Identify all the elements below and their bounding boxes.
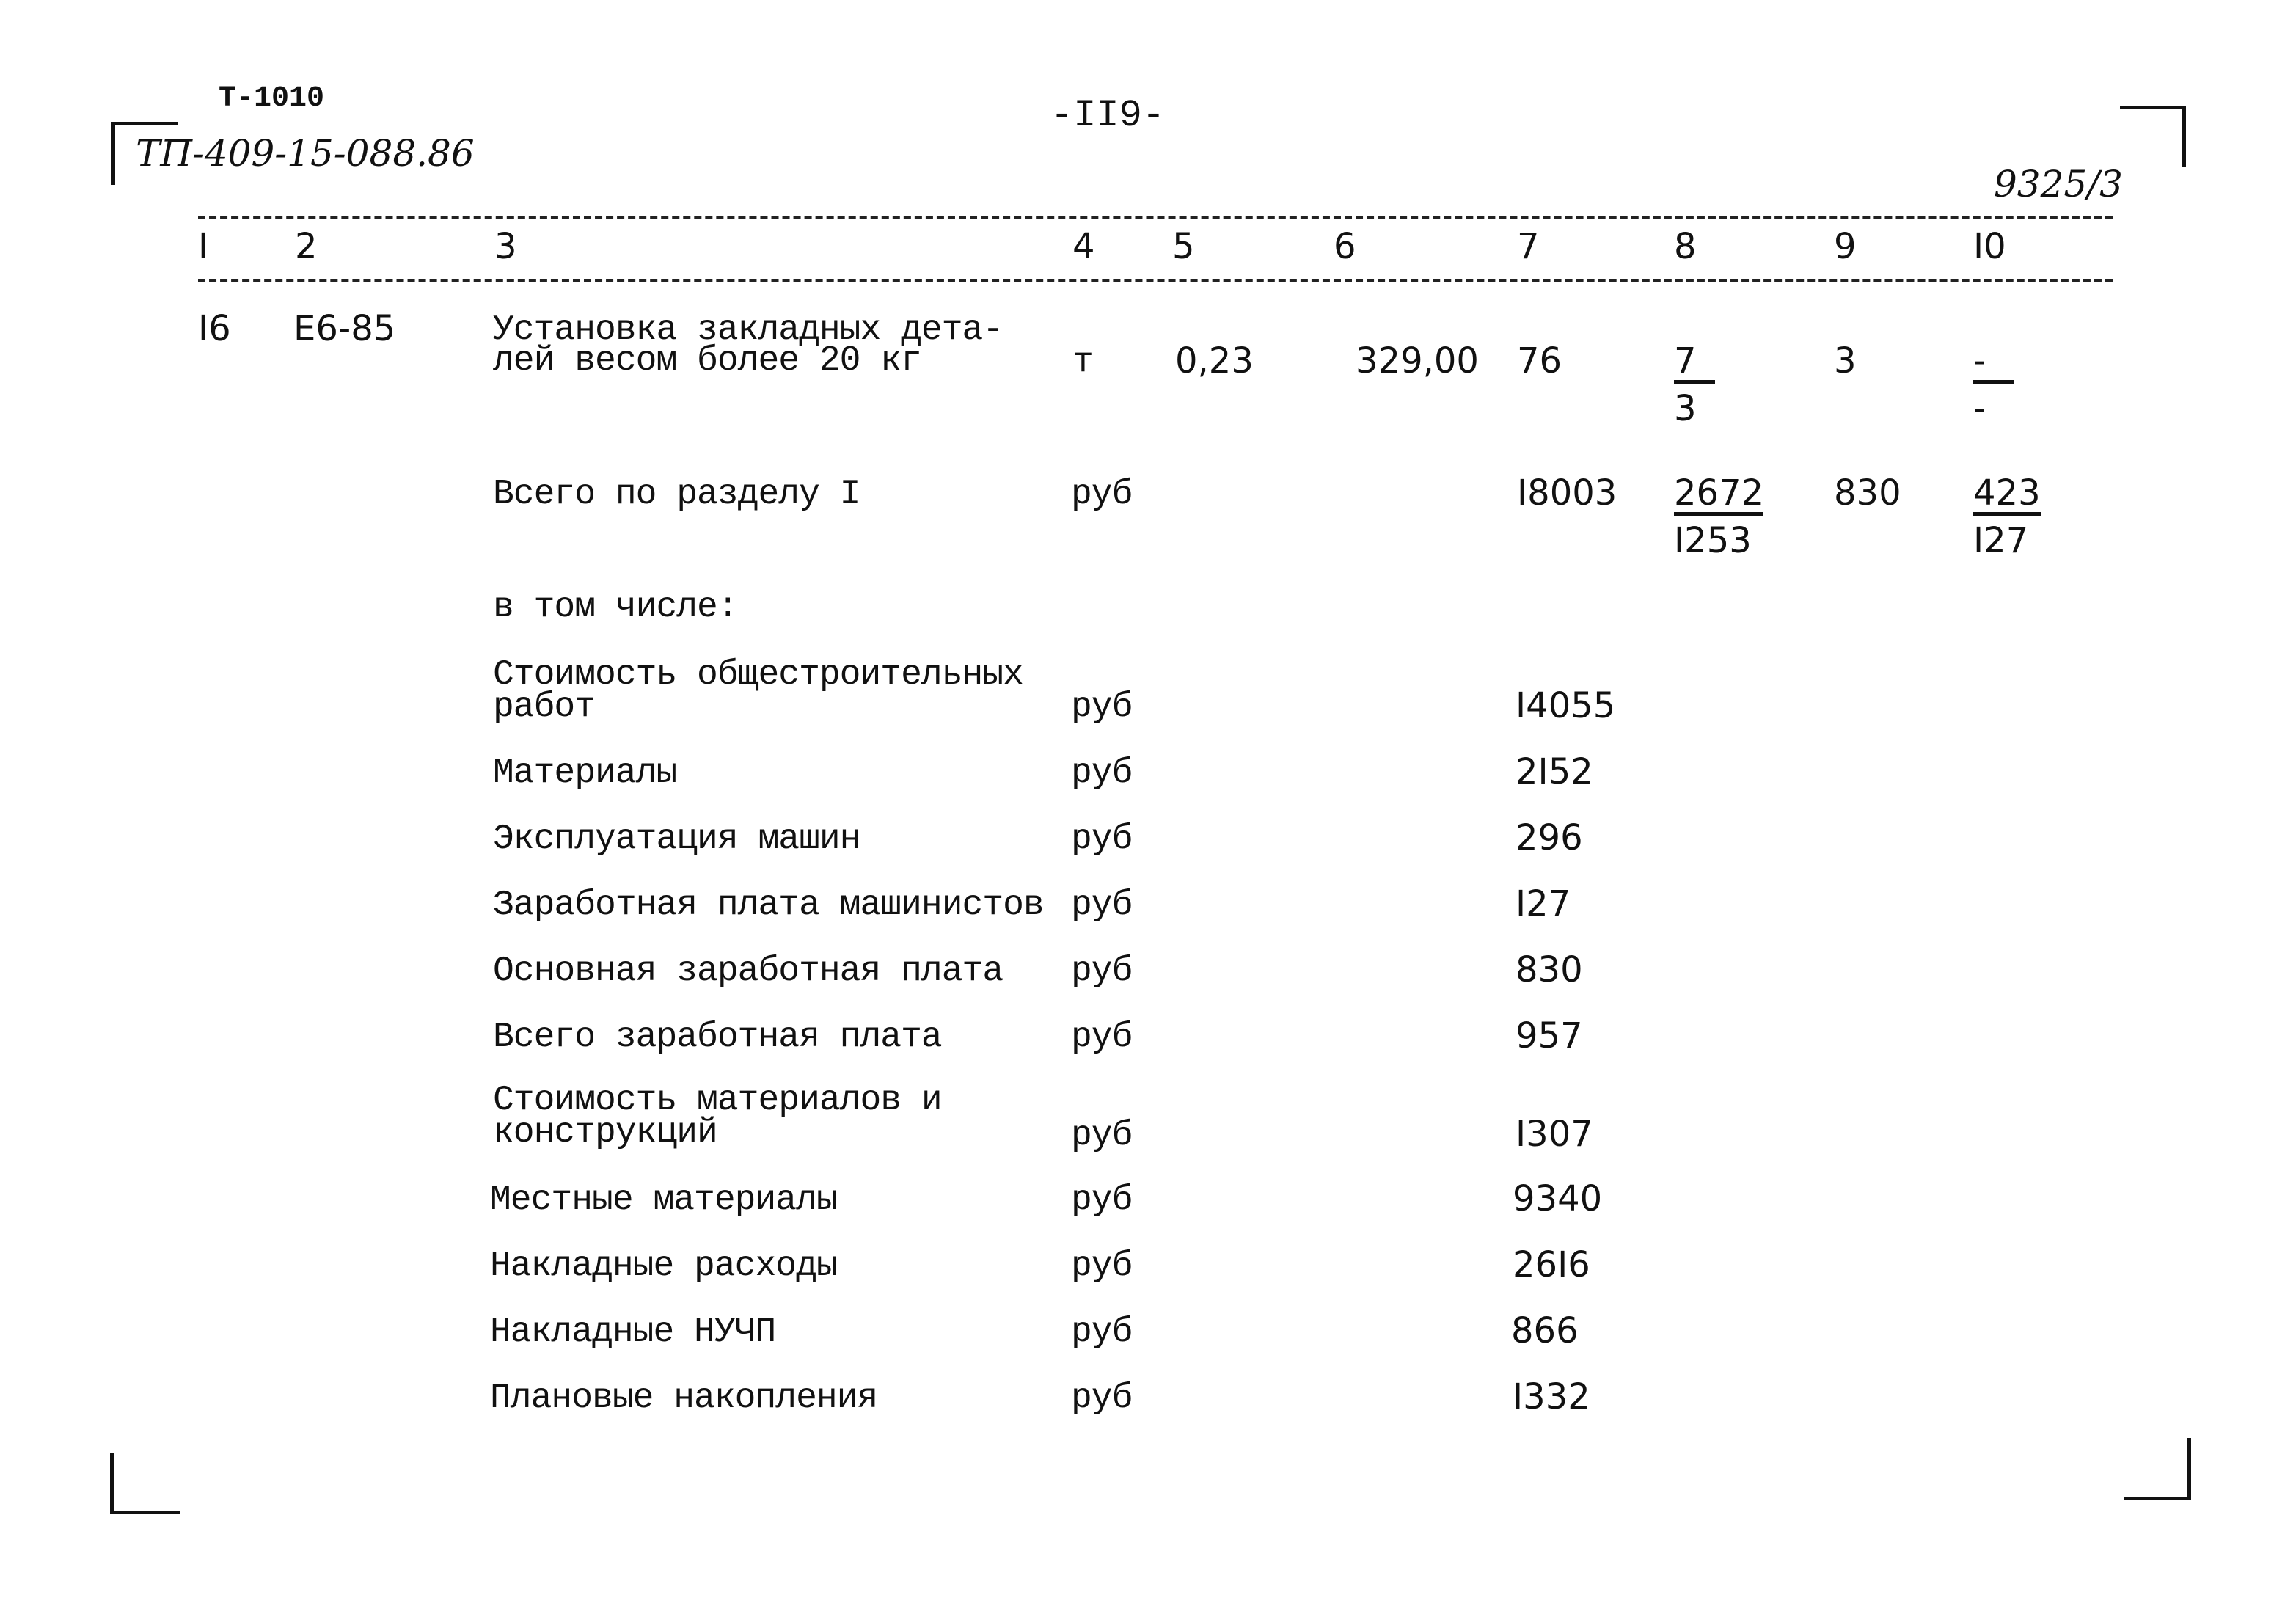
item-col8-fraction [1674, 340, 1715, 429]
breakdown-label: Стоимость общестроительных [493, 655, 1023, 695]
breakdown-value: I307 [1516, 1114, 1593, 1155]
breakdown-label: Основная заработная плата [493, 952, 1003, 991]
item-col10-fraction [1973, 340, 2014, 429]
item-col8-top: 7 [1674, 343, 1715, 384]
breakdown-label: Плановые накопления [490, 1379, 878, 1418]
header-top-dashed-rule [198, 216, 2113, 219]
series-code: Т-1010 [219, 82, 325, 115]
breakdown-value: 957 [1516, 1015, 1583, 1056]
col-header-1: I [198, 226, 209, 267]
breakdown-label: Заработная плата машинистов [493, 886, 1044, 925]
col-header-6: 6 [1334, 226, 1356, 267]
section-total-col10-fraction [1973, 472, 2041, 561]
item-code: Е6-85 [293, 308, 396, 349]
breakdown-label: Накладные расходы [490, 1246, 837, 1286]
corner-mark-bottom-left-vertical [110, 1453, 114, 1514]
corner-mark-top-right-vertical [2182, 106, 2186, 167]
corner-mark-bottom-right-horizontal [2124, 1497, 2191, 1500]
breakdown-unit: руб [1071, 1116, 1133, 1155]
section-total-label: Всего по разделу I [493, 475, 860, 514]
breakdown-unit: руб [1071, 1246, 1133, 1286]
including-label: в том числе: [493, 588, 738, 627]
item-total: 76 [1517, 340, 1562, 381]
col-header-5: 5 [1172, 226, 1195, 267]
archive-number: 9325/3 [1994, 163, 2123, 205]
item-name-line-2: лей весом более 20 кг [493, 341, 921, 381]
col-header-2: 2 [295, 226, 318, 267]
breakdown-label-continued: работ [493, 687, 596, 727]
section-total-col8-fraction [1674, 472, 1764, 561]
section-total-value: I8003 [1517, 472, 1617, 514]
breakdown-label: Местные материалы [490, 1180, 837, 1220]
breakdown-label: Всего заработная плата [493, 1018, 942, 1057]
corner-mark-top-left-horizontal [111, 122, 178, 125]
breakdown-unit: руб [1071, 952, 1133, 991]
item-quantity: 0,23 [1175, 340, 1254, 381]
item-number: I6 [198, 308, 231, 349]
col-header-9: 9 [1834, 226, 1857, 267]
item-unit-price: 329,00 [1356, 340, 1479, 381]
page-number: -II9- [1050, 94, 1166, 137]
col-header-8: 8 [1674, 226, 1697, 267]
item-name-line-1: Установка закладных дета- [493, 310, 1003, 350]
section-total-col10-bottom: I27 [1973, 520, 2029, 561]
item-col10-bottom: - [1973, 388, 1986, 429]
breakdown-label: Стоимость материалов и [493, 1081, 942, 1120]
breakdown-label-continued: конструкций [493, 1113, 717, 1153]
breakdown-label: Накладные НУЧП [490, 1312, 776, 1352]
col-header-10: I0 [1973, 226, 2006, 267]
corner-mark-top-right-horizontal [2120, 106, 2186, 109]
breakdown-unit: руб [1071, 753, 1133, 793]
section-total-col9: 830 [1834, 472, 1901, 514]
breakdown-value: I4055 [1516, 685, 1616, 726]
breakdown-unit: руб [1071, 1018, 1133, 1057]
item-col10-top: - [1973, 343, 2014, 384]
breakdown-unit: руб [1071, 687, 1133, 727]
section-total-col8-bottom: I253 [1674, 520, 1752, 561]
breakdown-value: I332 [1513, 1376, 1590, 1417]
header-bottom-dashed-rule [198, 279, 2113, 282]
breakdown-value: I27 [1516, 883, 1571, 924]
section-total-unit: руб [1071, 475, 1133, 514]
section-total-col8-top: 2672 [1674, 475, 1763, 516]
breakdown-label: Эксплуатация машин [493, 819, 860, 859]
col-header-4: 4 [1072, 226, 1095, 267]
breakdown-unit: руб [1071, 1180, 1133, 1220]
breakdown-value: 2I52 [1516, 751, 1593, 792]
col-header-3: 3 [494, 226, 517, 267]
item-col8-bottom: 3 [1674, 388, 1697, 429]
section-total-col10-top: 423 [1973, 475, 2041, 516]
col-header-7: 7 [1517, 226, 1540, 267]
breakdown-unit: руб [1071, 819, 1133, 859]
breakdown-value: 830 [1516, 949, 1583, 990]
breakdown-unit: руб [1071, 1379, 1133, 1418]
breakdown-unit: руб [1071, 886, 1133, 925]
item-unit: т [1072, 343, 1093, 382]
breakdown-label: Материалы [493, 753, 677, 793]
corner-mark-bottom-left-horizontal [110, 1511, 180, 1514]
breakdown-value: 26I6 [1513, 1244, 1590, 1285]
breakdown-unit: руб [1071, 1312, 1133, 1352]
breakdown-value: 866 [1511, 1310, 1579, 1351]
project-number: ТП-409-15-088.86 [136, 132, 475, 175]
breakdown-value: 9340 [1513, 1178, 1603, 1219]
item-col9: 3 [1834, 340, 1857, 381]
corner-mark-bottom-right-vertical [2187, 1438, 2191, 1500]
breakdown-value: 296 [1516, 817, 1583, 858]
corner-mark-top-left-vertical [111, 123, 115, 185]
